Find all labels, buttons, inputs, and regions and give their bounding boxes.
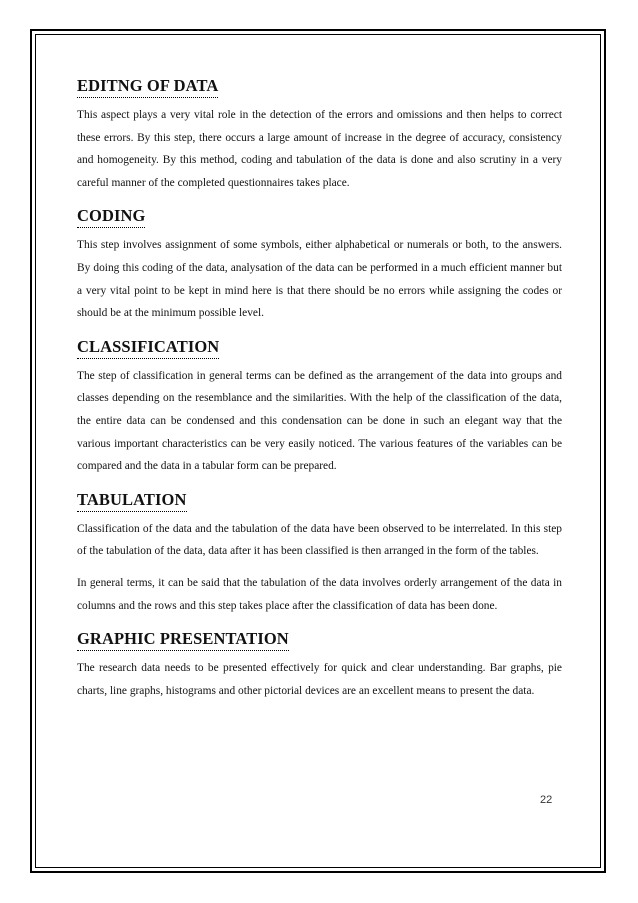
- section-graphic-presentation: [77, 629, 562, 702]
- section-tabulation: [77, 490, 562, 617]
- section-heading-tabulation: TABULATION: [77, 490, 187, 512]
- section-paragraph: The research data needs to be presented effectively for quick and clear understanding. Bar graphs, pie charts, line graphs, histograms and other pictorial devices are an excellent means to present the data.: [77, 662, 562, 697]
- section-classification: [77, 337, 562, 478]
- section-heading-coding: CODING: [77, 206, 145, 228]
- section-paragraph: In general terms, it can be said that the tabulation of the data involves orderly arrangement of the data in columns and the rows and this step takes place after the classification of data has been done.: [77, 576, 562, 612]
- section-paragraph: Classification of the data and the tabulation of the data have been observed to be interrelated. In this step of the tabulation of the data, data after it has been classified is then arranged in the form of the tables.: [77, 522, 562, 558]
- section-coding: [77, 206, 562, 324]
- section-paragraph: The step of classification in general terms can be defined as the arrangement of the data into groups and classes depending on the resemblance and the similarities. With the help of the classification of the data, the entire data can be condensed and this condensation can be done in such an elegant way that the various important characteristics can be very easily noticed. The various features of the variables can be compared and the data in a tabular form can be prepared.: [77, 369, 562, 473]
- page-number: 22: [540, 794, 553, 806]
- page-content: [77, 76, 562, 714]
- section-heading-graphic-presentation: GRAPHIC PRESENTATION: [77, 629, 289, 651]
- section-heading-classification: CLASSIFICATION: [77, 337, 219, 359]
- section-heading-editing: EDITNG OF DATA: [77, 76, 218, 98]
- section-paragraph: This step involves assignment of some symbols, either alphabetical or numerals or both, to the answers. By doing this coding of the data, analysation of the data can be performed in a much efficient manner but a very vital point to be kept in mind here is that there should be no errors while assigning the codes or should be at the minimum possible level.: [77, 239, 562, 320]
- section-paragraph: This aspect plays a very vital role in the detection of the errors and omissions and then helps to correct these errors. By this step, there occurs a large amount of increase in the degree of accuracy, consistency and homogeneity. By this method, coding and tabulation of the data is done and also scrutiny in a very careful manner of the completed questionnaires takes place.: [77, 109, 562, 189]
- section-editing: [77, 76, 562, 194]
